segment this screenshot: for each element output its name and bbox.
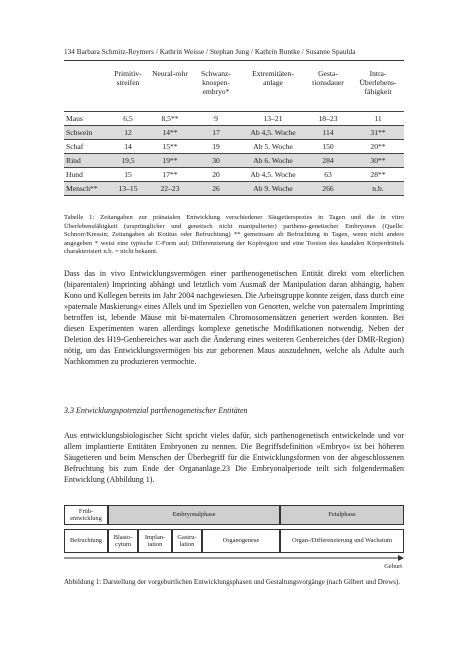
table-cell: 19**: [150, 154, 190, 168]
table-header-cell: Intra-Überlebens-fähigkeit: [359, 69, 397, 96]
table-row-label: Rind: [64, 154, 106, 168]
timeline-arrow-icon: [64, 553, 404, 563]
table-cell: 30: [190, 154, 242, 168]
diagram-box-differentiation-growth: Organ-/Differenzierung und Wachstum: [280, 529, 404, 553]
data-table: [64, 68, 404, 196]
table-cell: 15**: [150, 140, 190, 154]
diagram-box-blastocyst: Blasto-cytum: [108, 529, 138, 553]
table-cell: Ab 5. Woche: [242, 140, 304, 154]
table-row: [64, 154, 404, 168]
table-row-label: Maus: [64, 112, 106, 126]
table-cell: 114: [304, 126, 352, 140]
table-cell: 14**: [150, 126, 190, 140]
diagram-box-fetal-phase: Fetalphase: [280, 505, 404, 525]
table-row-label: Schwein: [64, 126, 106, 140]
table-cell: 28**: [352, 168, 404, 182]
table-cell: Ab 6. Woche: [242, 154, 304, 168]
table-cell: 19,5: [106, 154, 150, 168]
header-rule: [64, 60, 404, 61]
development-phase-diagram: [64, 505, 404, 570]
table-cell: Ab 4,5. Woche: [242, 126, 304, 140]
table-cell: 31**: [352, 126, 404, 140]
figure-caption: Abbildung 1: Darstellung der vorgeburtlichen Entwicklungsphasen und Gestaltungsvorgänge (nach Gilbert und Drews).: [64, 578, 401, 586]
table-cell: Ab 4,5. Woche: [242, 168, 304, 182]
table-body: [64, 112, 404, 196]
diagram-box-fertilization: Befruchtung: [64, 529, 108, 553]
table-header-cell: [64, 68, 106, 112]
table-header-cell: Primitiv-streifen: [114, 69, 142, 87]
table-cell: 8,5**: [150, 112, 190, 126]
table-cell: 12: [106, 126, 150, 140]
table-cell: 18–23: [304, 112, 352, 126]
table-header-row: [64, 68, 404, 112]
diagram-box-gastrulation: Gastru-lation: [172, 529, 202, 553]
table-cell: 22–23: [150, 182, 190, 196]
table-cell: 30**: [352, 154, 404, 168]
diagram-box-early-development: Früh-entwicklung: [64, 505, 108, 525]
table-cell: 17**: [150, 168, 190, 182]
table-cell: 6,5: [106, 112, 150, 126]
table-cell: 20**: [352, 140, 404, 154]
table-header-cell: Neural-rohr: [152, 69, 188, 78]
table-header-cell: Extremitäten-anlage: [252, 69, 294, 87]
table-cell: 284: [304, 154, 352, 168]
table-row-label: Schaf: [64, 140, 106, 154]
table-cell: 15: [106, 168, 150, 182]
diagram-box-embryonic-phase: Embryonalphase: [108, 505, 280, 525]
table-header-cell: Schwanz-knospen-embryo*: [201, 69, 231, 96]
table-cell: 20: [190, 168, 242, 182]
table-row: [64, 126, 404, 140]
section-heading: 3.3 Entwicklungspotenzial parthenogenetischer Entitäten: [64, 406, 248, 415]
body-paragraph-1: Dass das in vivo Entwicklungsvermögen einer parthenogenetischen Entität direkt vom elterlichen (biparentalen) Imprinting abhängt und letztlich vom Ausmaß der Manipulation daran abhängig, haben Kono und Kollegen bereits im Jahr 2004 nachgewiesen. Die Arbeitsgruppe konnte zeigen, dass durch eine »paternale Maskierung« eines Allels und im Speziellen von Genorten, welche von paternalem Imprinting betroffen ist, lebende Mäuse mit bi-maternalen Chromosomensätzen generiert werden konnten. Bei diesen Experimenten waren allerdings komplexe genetische Modifikationen notwendig. Neben der Deletion des H19-Genbereiches war auch die Änderung eines weiteren Genbereiches (der DMR-Region) nötig, um das Entwicklungsvermögen bis zur geborenen Maus auszudehnen, welche als Adulte auch Nachkommen zu produzieren vermochte.: [64, 269, 404, 366]
running-header: 134 Barbara Schmitz-Reymers / Kathrin Weisse / Stephan Jung / Kathrin Runtke / Susanne Spaulda: [64, 48, 356, 56]
table-cell: 13–21: [242, 112, 304, 126]
table-cell: n.b.: [352, 182, 404, 196]
table-header-cell: Gesta-tionsdauer: [312, 69, 344, 87]
table-cell: 11: [352, 112, 404, 126]
table-cell: 26: [190, 182, 242, 196]
body-paragraph-2: Aus entwicklungsbiologischer Sicht spricht vieles dafür, sich parthenogenetisch entwickelnde und vor allem implantierte Entitäten Embryonen zu nennen. Die Begriffsdefinition »Embryo« ist bei höheren Säugetieren und beim Menschen der Überbegriff für die Entwicklungsformen von der abgeschlossenen Befruchtung bis zum Ende der Organanlage.23 Die Embryonalperiode teilt sich folgendermaßen Entwicklung (Abbildung 1).: [64, 431, 404, 484]
table-cell: 150: [304, 140, 352, 154]
timeline-end-label: Geburt: [384, 563, 402, 570]
table-cell: 9: [190, 112, 242, 126]
table-row: [64, 168, 404, 182]
table-cell: 17: [190, 126, 242, 140]
table-cell: 63: [304, 168, 352, 182]
diagram-box-organogenesis: Organogenese: [202, 529, 280, 553]
table-row: [64, 182, 404, 196]
diagram-box-implantation: Implan-tation: [138, 529, 172, 553]
table-row: [64, 112, 404, 126]
table-row-label: Mensch**: [64, 182, 106, 196]
table-cell: 266: [304, 182, 352, 196]
table-cell: 19: [190, 140, 242, 154]
table-row: [64, 140, 404, 154]
table-caption: Tabelle 1: Zeitangaben zur pränatalen Entwicklung verschiedener Säugetierspezies in Tagen und die in vitro Überlebensfähigkeit (ursprünglicher und genetisch nicht manipulierter) partheno-genetischer Embryonen (Quelle: Schnorr/Kressin; Zeitangaben ab Kotitus oder Befruchtung) ** gemeinsam ab Befruchtung in Tagen, wenn nicht anders angegeben * weist eine typische C-Form auf; Differenzierung der Kopfregion und eine Torsion des kaudalen Körperdrittels charakterisiert n.b. = nicht bekannt.: [64, 214, 404, 255]
table-cell: 14: [106, 140, 150, 154]
table-cell: Ab 9. Woche: [242, 182, 304, 196]
table-cell: 13–15: [106, 182, 150, 196]
table-row-label: Hund: [64, 168, 106, 182]
